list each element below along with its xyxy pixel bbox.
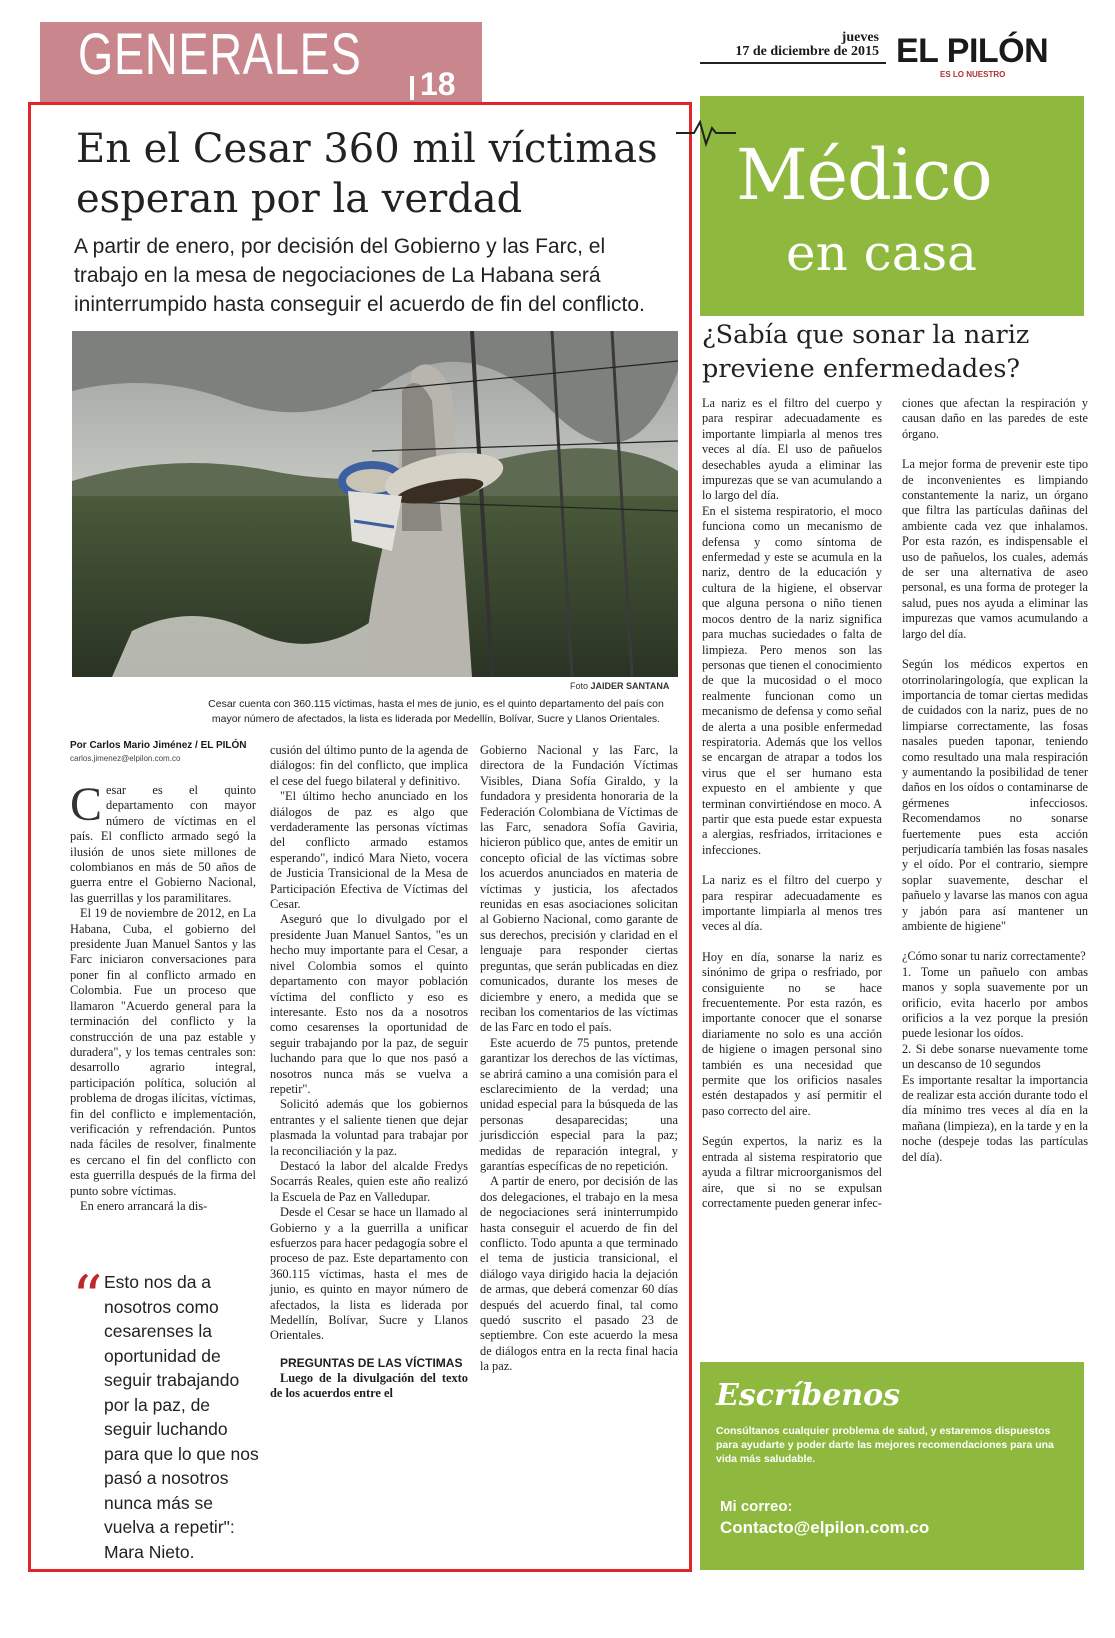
contact-email-label: Mi correo: [720,1498,793,1515]
drop-cap: C [70,778,103,831]
paragraph: La nariz es el filtro del cuerpo y para respirar adecuadamente es importante limpiarla al menos tres veces al día. El uso de pañuelos desechables ayuda a eliminar las impurezas que se van acumulando a lo largo del día. [702,396,882,503]
health-column-2 [902,396,1088,1165]
list-item: 2. Si debe sonarse nuevamente tome un descanso de 10 segundos [902,1041,1088,1072]
health-section-subtitle: en casa [786,224,977,282]
paragraph: Este acuerdo de 75 puntos, pretende garantizar los derechos de las víctimas, se abrirá camino a una comisión para el esclarecimiento de la verdad; una unidad especial para la búsqueda de las personas desaparecidas; una jurisdicción especial para la paz; medidas de reparación integral, y garantías específicas de no repetición. [480,1035,678,1173]
paragraph: Gobierno Nacional y las Farc, la directora de la Fundación Víctimas Visibles, Diana Sofía Giraldo, y la fundadora y presidenta honoraria de la Federación Colombiana de Víctimas de las Farc, senadora Sofía Gaviria, hicieron público que, antes de emitir un concepto oficial de las víctimas sobre los acuerdos anunciados en materia de víctimas y justicia, los afectados reunidas en esas asociaciones solicitan al Gobierno Nacional, como garante de sus derechos, precisión y claridad en el lenguaje para responder ciertas preguntas, que serán publicadas en diez comunicados, durante los meses de diciembre y enero, a medida que se reciban los comentarios de las víctimas de las Farc en todo el país. [480,743,678,1035]
health-column-1 [702,396,882,1211]
article-photo [72,331,678,677]
paragraph: Según los médicos expertos en otorrinolaringología, que explican la importancia de tomar ciertas medidas de cuidados con la nariz, pues de no limpiarse correctamente, las fosas nasales pueden taponar, teniendo como resultado una mala respiración y aumentando la posibilidad de tener daños en los oídos o contaminarse de gérmenes infecciosos. Recomendamos no sonarse fuertemente pues esta acción perjudicaría también las fosas nasales y el oído. Por el contrario, siempre soplar suavemente, deschar el pañuelo y lavarse las manos con agua y jabón para así mantener un ambiente de higiene" [902,657,1088,933]
paragraph: Destacó la labor del alcalde Fredys Socarrás Reales, quien este año realizó la Escuela de Paz en Valledupar. [270,1158,468,1204]
paragraph: Cesar es el quinto departamento con mayor número de víctimas en el país. El conflicto armado segó la ilusión de unos siete millones de colombianos en más de 50 años de guerra entre el Gobierno Nacional, las guerrillas y los paramilitares. [70,778,256,905]
paragraph: La mejor forma de prevenir este tipo de inconvenientes es limpiando constantemente la nariz, un órgano que filtra las partículas dañinas del ambiente cada vez que inhalamos. Por esta razón, es indispensable el uso de pañuelos, los cuales, además de ser una alternativa de aseo personal, es una forma de proteger la salud, pues nos ayuda a eliminar las impurezas que vamos acumulando a largo del día. [902,457,1088,641]
headline-line-2: esperan por la verdad [76,176,523,222]
pull-quote-text: Esto nos da a nosotros como cesarenses la oportunidad de seguir trabajando por la paz, de seguir luchando para que lo que nos pasó a nosotros nunca más se vuelva a repetir": Mara Nieto. [104,1272,259,1562]
contact-email[interactable]: Contacto@elpilon.com.co [720,1518,930,1537]
photo-caption: Cesar cuenta con 360.115 víctimas, hasta el mes de junio, es el quinto departamento del país con mayor número de afectados, la lista es liderada por Medellín, Bolívar, Sucre y Llanos Orientales. [208,698,664,725]
paragraph: Según expertos, la nariz es la entrada al sistema respiratorio que ayuda a filtrar microorganismos del aire, que si no se expulsan correctamente pueden generar infec- [702,1134,882,1210]
article-headline [76,124,676,224]
article-byline: Por Carlos Mario Jiménez / EL PILÓN [70,740,247,751]
section-divider [410,76,414,100]
paragraph: "El último hecho anunciado en los diálogos de paz es algo que verdaderamente las personas víctimas del conflicto armado estamos esperando", indicó Mara Nieto, vocera de Justicia Transicional de la Mesa de Participación Efectiva de Víctimas del Cesar. [270,789,468,912]
paragraph: El 19 de noviembre de 2012, en La Habana, Cuba, el gobierno del presidente Juan Manuel Santos y las Farc iniciaron conversaciones para poner fin al conflicto armado en Colombia. Fue un proceso que llamaron "Acuerdo general para la terminación del conflicto y la construcción de una paz estable y duradera", y los temas centrales son: desarrollo agrario integral, participación política, solución al problema de drogas ilícitas, víctimas, fin del conflicto e implementación, verificación y refrendación. Puntos nada fáciles de resolver, finalmente es cercano el fin del conflicto con esta guerrilla después de la firma del punto sobre víctimas. [70,906,256,1198]
contact-box-text: Consúltanos cualquier problema de salud, y estaremos dispuestos para ayudarte y poder darte las mejores recomendaciones para una vida más saludable. [716,1425,1054,1465]
paragraph: Luego de la divulgación del texto de los acuerdos entre el [270,1370,468,1401]
paragraph: A partir de enero, por decisión de las dos delegaciones, el trabajo en la mesa de negociaciones será ininterrumpido hasta conseguir el acuerdo de fin del conflicto. Todo apunta a que terminado el tema de justicia transicional, el diálogo vaya dirigido hacia la dejación de armas, que deberá comenzar 60 días después del acuerdo final, tal como quedó suscrito el pasado 23 de septiembre. Con este acuerdo la mesa de diálogos entra en la recta final hacia la paz. [480,1174,678,1374]
paragraph: Solicitó además que los gobiernos entrantes y el saliente tienen que dejar plasmada la voluntad para trabajar por la reconciliación y la paz. [270,1097,468,1158]
article-column-3 [480,743,678,1375]
article-column-1 [70,778,256,1214]
issue-date: 17 de diciembre de 2015 [735,44,879,59]
header-rule [700,62,886,64]
headline-line-1: En el Cesar 360 mil víctimas [76,126,658,172]
contact-box-title: Escríbenos [716,1378,900,1413]
issue-day: jueves [841,30,879,45]
paragraph: ciones que afectan la respiración y causan daño en las paredes de este órgano. [902,396,1088,441]
article-column-2 [270,743,468,1402]
paragraph: cusión del último punto de la agenda de diálogos: fin del conflicto, que implica el cese del fuego bilateral y definitivo. [270,743,468,788]
newspaper-tagline: ES LO NUESTRO [940,70,1006,79]
photo-credit-name: JAIDER SANTANA [590,681,670,691]
paragraph: La nariz es el filtro del cuerpo y para respirar adecuadamente es importante limpiarla al menos tres veces al día. [702,873,882,934]
paragraph: Es importante resaltar la importancia de realizar esta acción durante todo el día mínimo tres veces al día en la mañana (limpieza), en la tarde y en la noche (despeje todas las partículas del día). [902,1072,1088,1164]
section-subheading: PREGUNTAS DE LAS VÍCTIMAS [280,1355,463,1370]
health-section-title: Médico [736,134,992,216]
section-name: GENERALES [78,22,362,87]
paragraph: Aseguró que lo divulgado por el presidente Juan Manuel Santos, "es un hecho muy importante para el Cesar, a nivel Colombia somos el quinto departamento con mayor población víctima del conflicto y eso es interesante. Esto nos da a nosotros como cesarenses la oportunidad de seguir trabajando por la paz, de seguir luchando para que lo que nos pasó a nosotros nunca más se vuelva a repetir". [270,912,468,1096]
page-number: 18 [420,66,456,102]
pull-quote [72,1263,262,1564]
paragraph: Hoy en día, sonarse la nariz es sinónimo de gripa o resfriado, por consiguiente no se hace frecuentemente. Por esta razón, es importante conocer que el sonarse diariamente no solo es una acción de higiene o imagen personal sino también es una necesidad que permite que los orificios nasales estén destapados y así permitir el paso correcto del aire. [702,949,882,1118]
article-lead: A partir de enero, por decisión del Gobierno y las Farc, el trabajo en la mesa de negociaciones de La Habana será ininterrumpido hasta conseguir el acuerdo de fin del conflicto. [74,235,645,316]
paragraph: Desde el Cesar se hace un llamado al Gobierno y a la guerrilla a unificar esfuerzos para hacer pedagogía sobre el proceso de paz. Este departamento con 360.115 víctimas, hasta el mes de junio, es quinto en mayor número de afectados, la lista es liderada por Medellín, Bolívar, Sucre y Llanos Orientales. [270,1205,468,1343]
paragraph: En enero arrancará la dis- [80,1198,208,1213]
quote-mark-icon: “ [72,1263,103,1333]
photo-credit-label: Foto [570,681,589,691]
photo-credit [570,681,669,691]
newspaper-logo: EL PILÓN [896,32,1049,70]
paragraph: ¿Cómo sonar tu nariz correctamente? [902,949,1086,964]
list-item: 1. Tome un pañuelo con ambas manos y sopla suavemente por un orificio, evita hacerlo por ambos orificios a la vez porque la presión puede lesionar los oídos. [902,964,1088,1041]
photo-image [72,331,678,677]
heartbeat-icon [676,118,736,148]
paragraph: En el sistema respiratorio, el moco funciona como un mecanismo de defensa y como síntoma de enfermedad y este se acumula en la nariz, dentro de la educación y cultura de la higiene, el observar que alguna persona o niño tienen mocos dentro de la nariz significa para muchas suciedades o falta de limpieza. Pero menos son las personas que tienen el conocimiento de que la mucosidad o el moco realmente funcionan como un mecanismo de defensa y como señal de alerta a una posible enfermedad respiratoria. Además que los vellos se encargan de atrapar a todos los virus que el ser humano esta expuesto en el ambiente y que terminan convirtiéndose en moco. A partir que esta puede estar expuesta a alergias, resfriados, irritaciones e infecciones. [702,503,882,857]
author-email: carlos.jimenez@elpilon.com.co [70,754,181,763]
health-article-title: ¿Sabía que sonar la nariz previene enfermedades? [702,320,1030,384]
